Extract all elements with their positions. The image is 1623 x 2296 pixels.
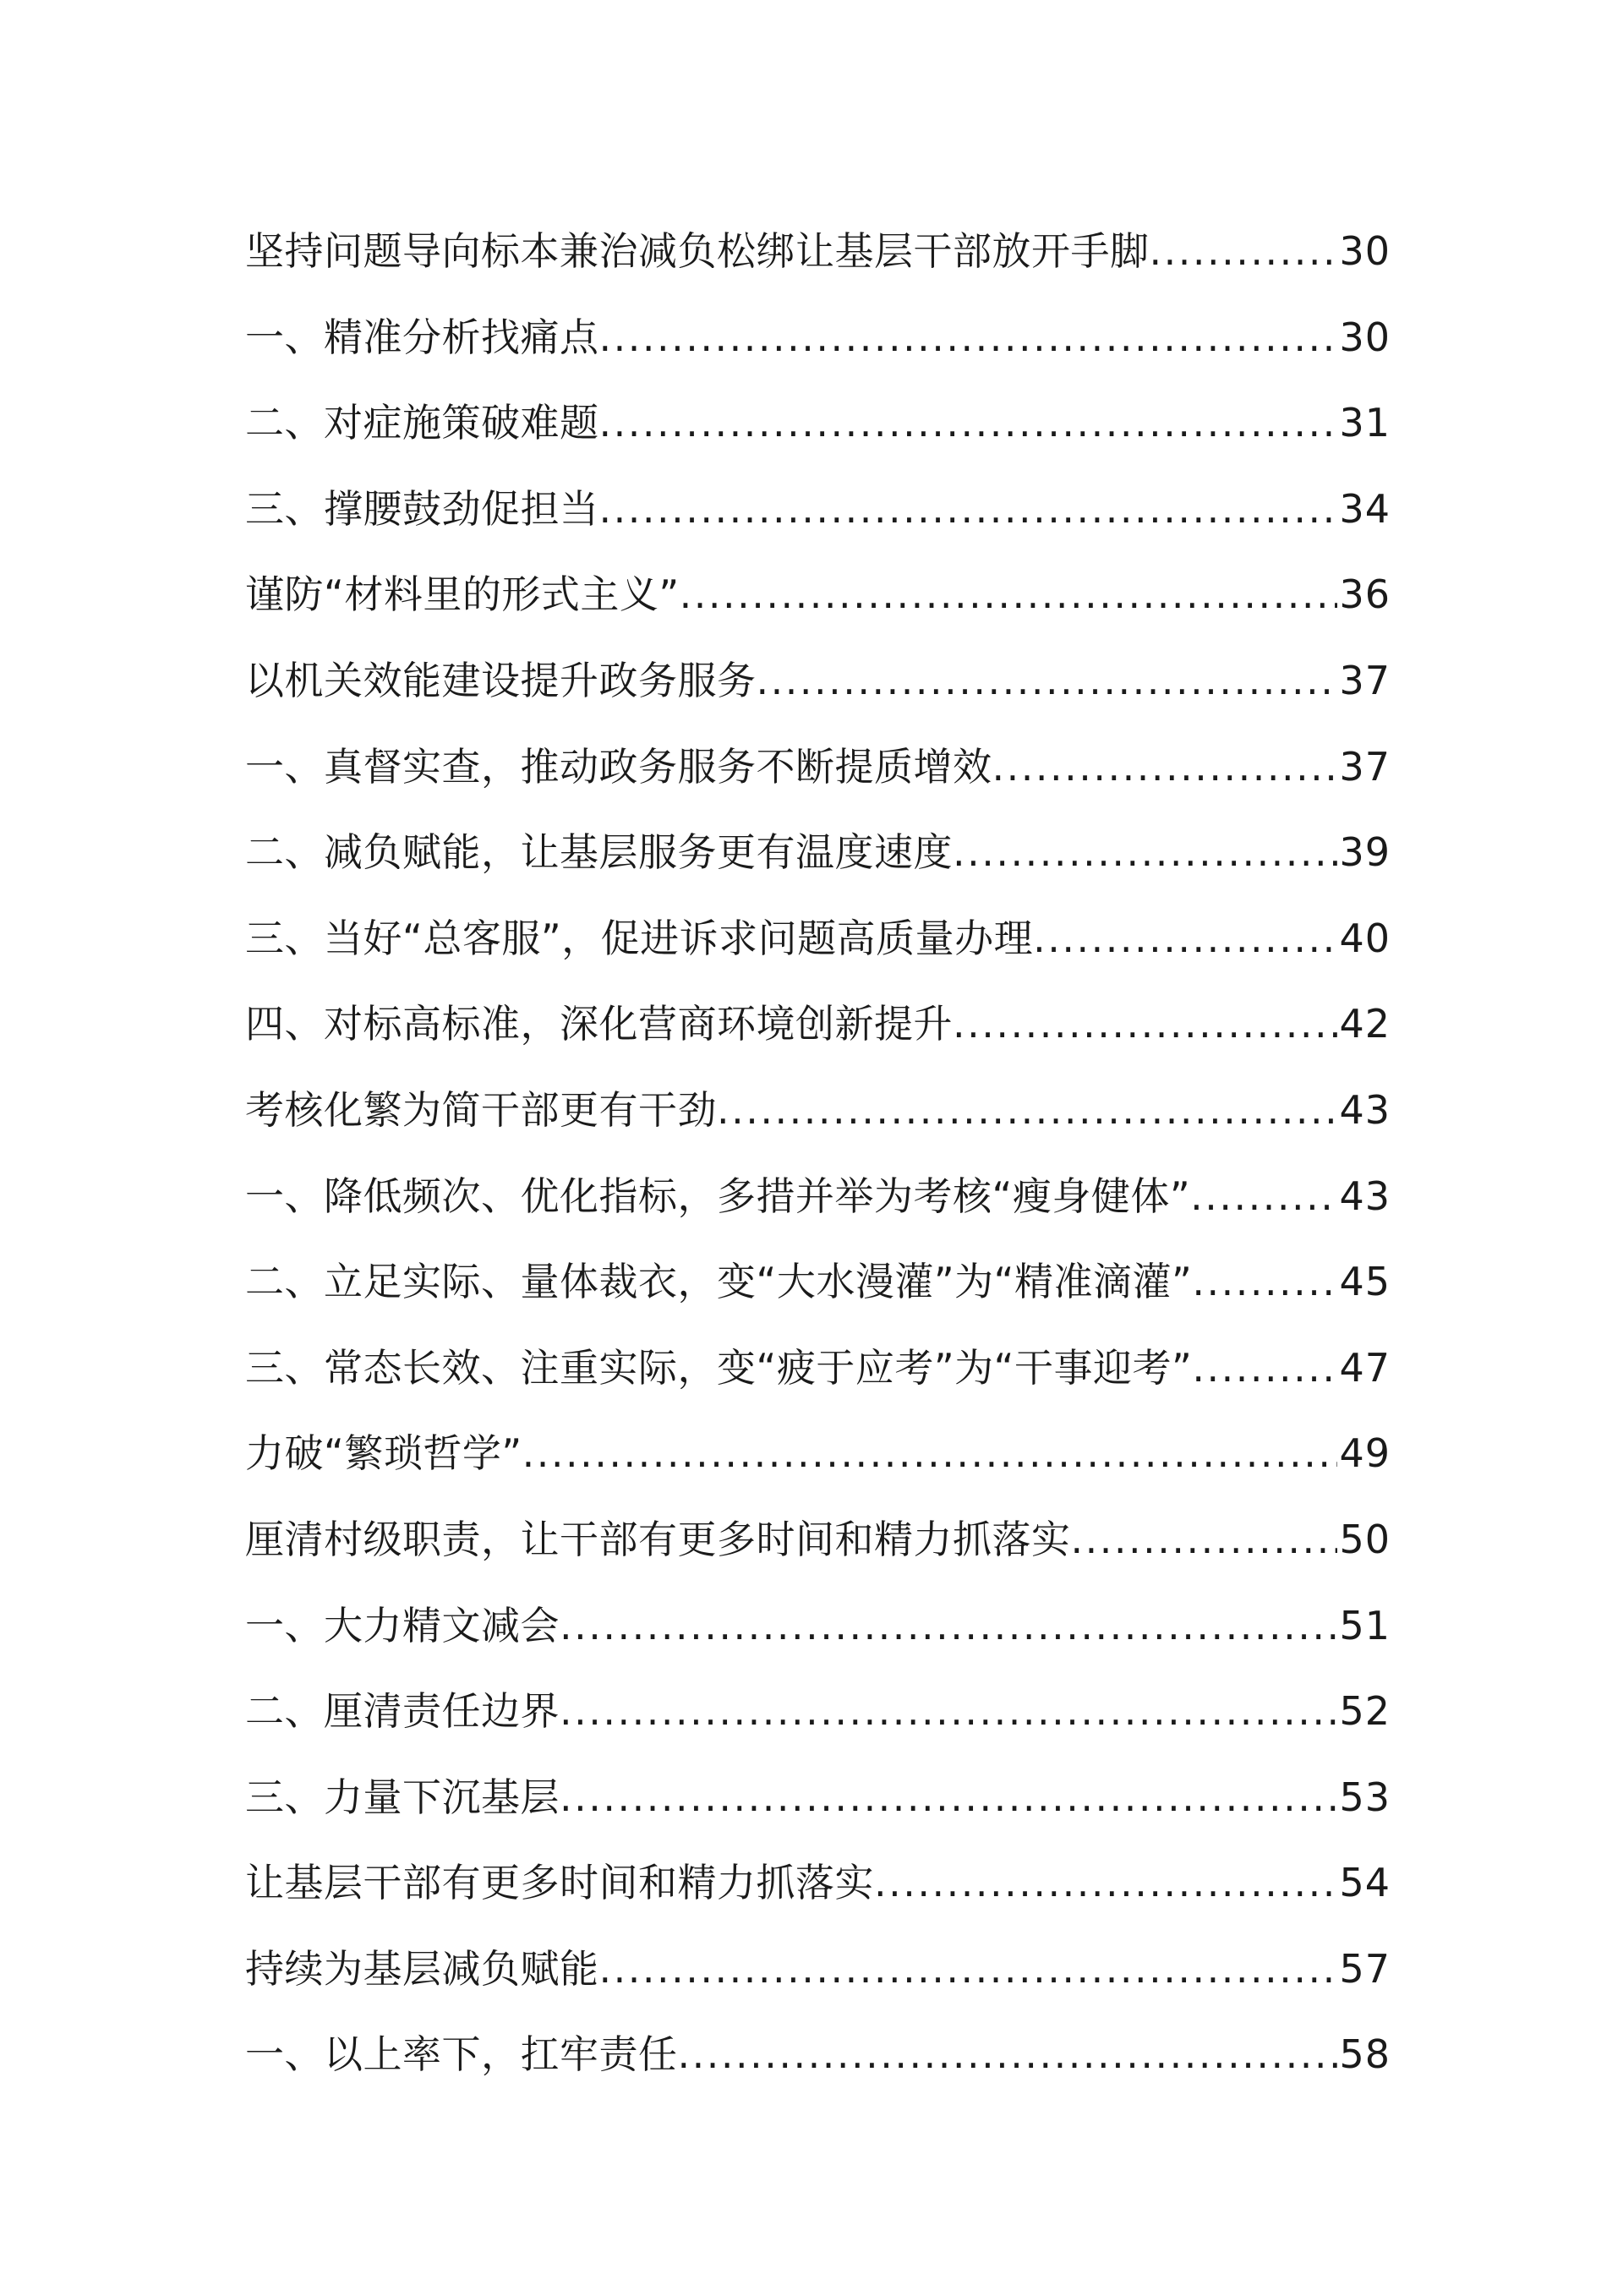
toc-dot-leader bbox=[1071, 1506, 1338, 1572]
toc-entry-page: 30 bbox=[1339, 314, 1391, 360]
toc-entry-title: 持续为基层减负赋能 bbox=[245, 1945, 599, 1992]
toc-dot-leader bbox=[757, 648, 1338, 713]
toc-entry[interactable] bbox=[245, 648, 1391, 734]
toc-entry-title: 一、大力精文减会 bbox=[245, 1602, 560, 1648]
toc-dot-leader bbox=[1192, 1335, 1337, 1401]
toc-entry-title: 以机关效能建设提升政务服务 bbox=[245, 657, 757, 703]
toc-dot-leader bbox=[599, 304, 1338, 370]
toc-entry[interactable] bbox=[245, 1678, 1391, 1764]
toc-entry-page: 43 bbox=[1339, 1086, 1391, 1133]
table-of-contents bbox=[245, 218, 1391, 2107]
toc-entry[interactable] bbox=[245, 2021, 1391, 2107]
toc-entry-title: 一、降低频次、优化指标，多措并举为考核“瘦身健体” bbox=[245, 1173, 1191, 1219]
toc-entry-page: 43 bbox=[1339, 1173, 1391, 1219]
toc-entry-page: 34 bbox=[1339, 485, 1391, 532]
toc-dot-leader bbox=[1190, 1163, 1337, 1229]
toc-entry-title: 一、真督实查，推动政务服务不断提质增效 bbox=[245, 743, 992, 790]
toc-entry-title: 考核化繁为简干部更有干劲 bbox=[245, 1086, 717, 1133]
toc-entry[interactable] bbox=[245, 218, 1391, 304]
toc-entry[interactable] bbox=[245, 734, 1391, 820]
toc-entry[interactable] bbox=[245, 1163, 1391, 1249]
toc-entry[interactable] bbox=[245, 476, 1391, 562]
toc-entry-title: 二、厘清责任边界 bbox=[245, 1688, 560, 1735]
toc-entry[interactable] bbox=[245, 1850, 1391, 1936]
toc-entry-page: 36 bbox=[1339, 571, 1391, 618]
toc-dot-leader bbox=[560, 1678, 1337, 1744]
toc-entry[interactable] bbox=[245, 1593, 1391, 1679]
toc-entry[interactable] bbox=[245, 1335, 1391, 1421]
toc-dot-leader bbox=[992, 734, 1338, 800]
toc-entry-page: 57 bbox=[1339, 1945, 1391, 1992]
toc-dot-leader bbox=[717, 1077, 1337, 1143]
toc-entry-page: 40 bbox=[1339, 915, 1391, 961]
toc-entry-title: 力破“繁琐哲学” bbox=[245, 1430, 522, 1477]
toc-entry-title: 厘清村级职责，让干部有更多时间和精力抓落实 bbox=[245, 1516, 1071, 1562]
toc-dot-leader bbox=[599, 476, 1338, 542]
toc-entry-title: 三、力量下沉基层 bbox=[245, 1774, 560, 1820]
toc-entry-title: 三、撑腰鼓劲促担当 bbox=[245, 485, 599, 532]
toc-entry[interactable] bbox=[245, 819, 1391, 905]
toc-entry-title: 二、立足实际、量体裁衣，变“大水漫灌”为“精准滴灌” bbox=[245, 1259, 1193, 1305]
toc-entry[interactable] bbox=[245, 1764, 1391, 1850]
toc-entry[interactable] bbox=[245, 390, 1391, 476]
toc-entry[interactable] bbox=[245, 905, 1391, 992]
toc-dot-leader bbox=[953, 819, 1337, 885]
toc-entry-page: 50 bbox=[1339, 1516, 1391, 1562]
toc-entry-page: 42 bbox=[1339, 1001, 1391, 1047]
toc-entry-page: 58 bbox=[1339, 2031, 1391, 2078]
toc-dot-leader bbox=[1150, 218, 1338, 284]
toc-entry-title: 坚持问题导向标本兼治减负松绑让基层干部放开手脚 bbox=[245, 228, 1150, 274]
toc-entry-title: 三、常态长效、注重实际，变“疲于应考”为“干事迎考” bbox=[245, 1344, 1193, 1391]
toc-entry-page: 30 bbox=[1339, 228, 1391, 274]
toc-entry[interactable] bbox=[245, 1249, 1391, 1335]
toc-dot-leader bbox=[874, 1850, 1337, 1916]
toc-entry-page: 51 bbox=[1339, 1602, 1391, 1648]
toc-entry-page: 54 bbox=[1339, 1860, 1391, 1906]
toc-entry[interactable] bbox=[245, 304, 1391, 391]
toc-entry-page: 45 bbox=[1339, 1259, 1391, 1305]
toc-entry-title: 三、当好“总客服”，促进诉求问题高质量办理 bbox=[245, 915, 1034, 961]
toc-entry[interactable] bbox=[245, 1077, 1391, 1163]
toc-dot-leader bbox=[599, 1936, 1338, 2002]
toc-entry-page: 49 bbox=[1339, 1430, 1391, 1477]
toc-entry-page: 53 bbox=[1339, 1774, 1391, 1820]
toc-entry-title: 一、以上率下，扛牢责任 bbox=[245, 2031, 678, 2078]
toc-entry-page: 52 bbox=[1339, 1688, 1391, 1735]
toc-dot-leader bbox=[560, 1764, 1337, 1830]
toc-entry-page: 39 bbox=[1339, 829, 1391, 876]
toc-entry-title: 谨防“材料里的形式主义” bbox=[245, 571, 680, 618]
toc-dot-leader bbox=[680, 561, 1338, 627]
toc-dot-leader bbox=[599, 390, 1338, 456]
toc-entry-title: 让基层干部有更多时间和精力抓落实 bbox=[245, 1860, 874, 1906]
toc-entry-page: 37 bbox=[1339, 743, 1391, 790]
toc-entry[interactable] bbox=[245, 1936, 1391, 2022]
toc-entry[interactable] bbox=[245, 991, 1391, 1077]
toc-dot-leader bbox=[678, 2021, 1338, 2087]
toc-dot-leader bbox=[1192, 1249, 1337, 1315]
toc-entry[interactable] bbox=[245, 1506, 1391, 1593]
toc-entry-title: 四、对标高标准，深化营商环境创新提升 bbox=[245, 1001, 953, 1047]
toc-entry[interactable] bbox=[245, 1420, 1391, 1506]
toc-dot-leader bbox=[953, 991, 1337, 1057]
toc-entry[interactable] bbox=[245, 561, 1391, 648]
toc-entry-title: 二、减负赋能，让基层服务更有温度速度 bbox=[245, 829, 953, 876]
toc-dot-leader bbox=[522, 1420, 1338, 1486]
toc-dot-leader bbox=[1033, 905, 1337, 971]
toc-entry-title: 二、对症施策破难题 bbox=[245, 400, 599, 446]
toc-entry-title: 一、精准分析找痛点 bbox=[245, 314, 599, 360]
toc-entry-page: 37 bbox=[1339, 657, 1391, 703]
toc-dot-leader bbox=[560, 1593, 1337, 1659]
toc-entry-page: 47 bbox=[1339, 1344, 1391, 1391]
toc-entry-page: 31 bbox=[1339, 400, 1391, 446]
